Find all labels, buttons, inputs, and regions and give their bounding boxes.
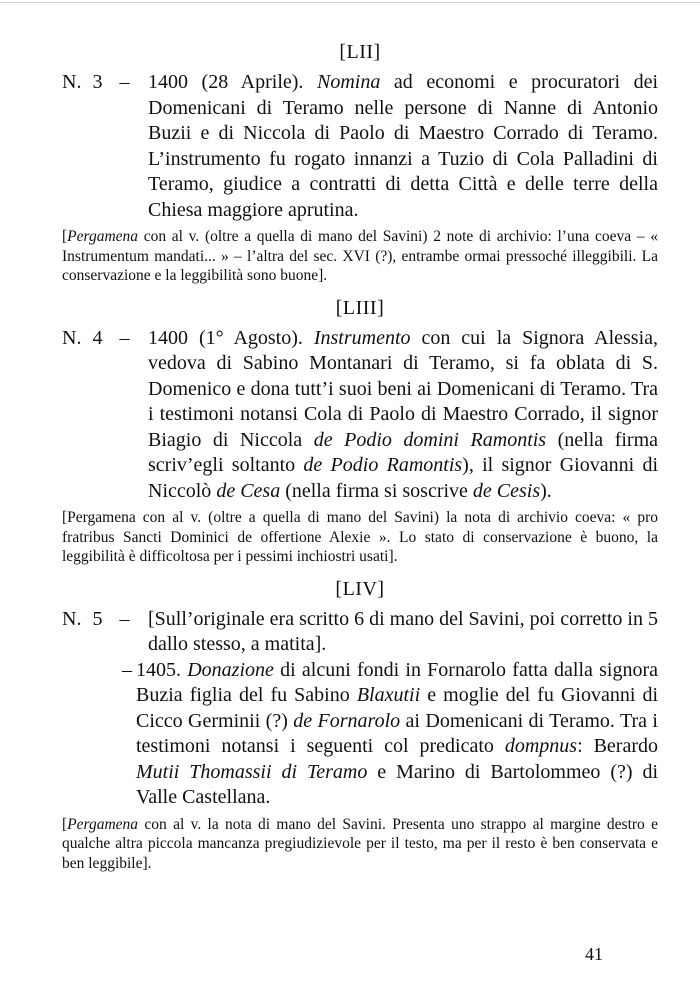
archival-note: [Pergamena con al v. (oltre a quella di mano del Savini) la nota di archivio coeva: « pro fratribus Sancti Dominici de offertione Alexie ». Lo stato di conservazione è buono, la leggibilità è difficoltosa per i pessimi inchiostri usati]. xyxy=(62,509,658,565)
document-entry xyxy=(62,70,658,223)
entry-dash: – xyxy=(119,326,130,349)
section-heading: [LIV] xyxy=(335,577,385,600)
entry-text: 1400 (28 Aprile). Nomina ad economi e procuratori dei Domenicani di Teramo nelle persone di Nanne di Antonio Buzii e di Niccola di Paolo di Maestro Corrado di Teramo. L’instrumento fu rogato innanzi a Tuzio di Cola Palladini di Teramo, giudice a contratti di detta Città e delle terre della Chiesa maggiore aprutina. xyxy=(148,71,659,221)
entry-dash: – xyxy=(119,71,130,93)
section-liii xyxy=(62,296,658,567)
entry-number: N. 4 xyxy=(62,326,103,349)
section-liv xyxy=(62,577,658,874)
entry-number: N. 3 xyxy=(62,71,103,93)
entry-text: [Sull’originale era scritto 6 di mano del Savini, poi corretto in 5 dallo stesso, a matita]. xyxy=(148,607,658,655)
entry-number: N. 5 xyxy=(62,607,103,630)
document-entry xyxy=(62,607,658,658)
top-rule xyxy=(0,2,700,3)
document-entry xyxy=(62,326,658,505)
entry-text: 1400 (1° Agosto). Instrumento con cui la Signora Alessia, vedova di Sabino Montanari di Teramo, si fa oblata di S. Domenico e dona tutt’i suoi beni ai Domenicani di Teramo. Tra i testimoni notansi Cola di Paolo di Maestro Corrado, il signor Biagio di Niccola de Podio domini Ramontis (nella firma scriv’egli soltanto de Podio Ramontis), il signor Giovanni di Niccolò de Cesa (nella firma si soscrive de Cesis). xyxy=(148,326,659,502)
section-lii xyxy=(62,40,658,286)
entry-dash: – xyxy=(119,607,130,630)
document-subentry xyxy=(122,658,658,811)
entry-text: 1405. Donazione di alcuni fondi in Fornarolo fatta dalla signora Buzia figlia del fu Sabino Blaxutii e moglie del fu Giovanni di Cicco Germinii (?) de Fornarolo ai Domenicani di Teramo. Tra i testimoni notansi i seguenti col predicato dompnus: Berardo Mutii Thomassii di Teramo e Marino di Bartolommeo (?) di Valle Castellana. xyxy=(136,658,659,808)
archival-note: [Pergamena con al v. la nota di mano del Savini. Presenta uno strappo al margine destro e qualche altra piccola mancanza pregiudizievole per il testo, ma per il resto è ben conservata e ben leggibile]. xyxy=(62,815,658,872)
section-heading: [LIII] xyxy=(335,296,385,319)
page-number: 41 xyxy=(585,944,603,964)
document-page xyxy=(62,40,658,883)
section-heading: [LII] xyxy=(339,41,381,63)
entry-dash: – xyxy=(122,658,132,681)
archival-note: [Pergamena con al v. (oltre a quella di mano del Savini) 2 note di archivio: l’una coeva – « Instrumentum mandati... » – l’altra del sec. XVI (?), entrambe ormai pressoché illeggibili. La conservazione e la leggibilità sono buone]. xyxy=(62,228,658,284)
